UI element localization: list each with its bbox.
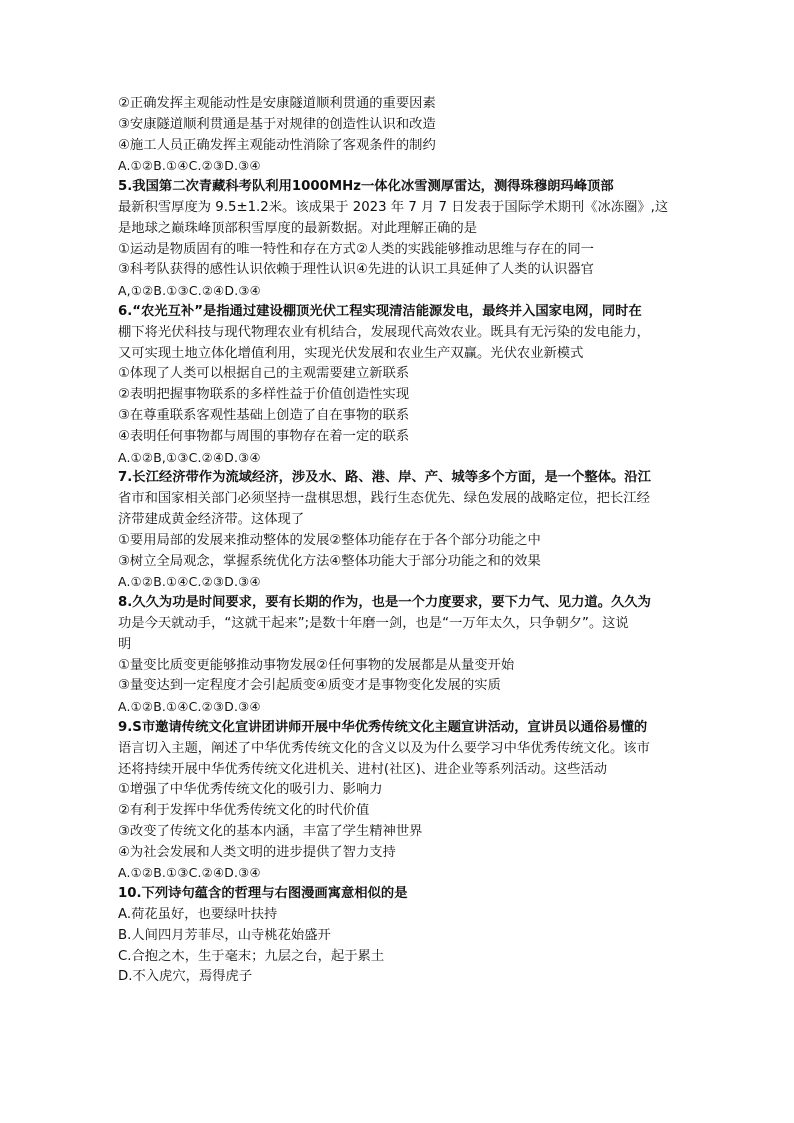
text-line: ①量变比质变更能够推动事物发展②任何事物的发展都是从量变开始: [118, 657, 515, 673]
text-line: ①运动是物质固有的唯一特性和存在方式②人类的实践能够推动思维与存在的同一: [118, 241, 594, 257]
answer-options-line: A.①②B.①④C.②③D.③④: [118, 574, 261, 590]
text-line: ②有利于发挥中华优秀传统文化的时代价值: [118, 803, 370, 819]
text-line: 又可实现土地立体化增值利用，实现光伏发展和农业生产双赢。光伏农业新模式: [118, 345, 584, 361]
question-stem-line: 7.长江经济带作为流域经济，涉及水、路、港、岸、产、城等多个方面，是一个整体。沿江: [118, 470, 651, 486]
text-line: ④为社会发展和人类文明的进步提供了智力支持: [118, 844, 396, 860]
text-line: 还将持续开展中华优秀传统文化进机关、进村(社区)、进企业等系列活动。这些活动: [118, 761, 608, 777]
text-line: 棚下将光伏科技与现代物理农业有机结合，发展现代高效农业。既具有无污染的发电能力，: [118, 324, 650, 340]
answer-options-line: A.①②B.①③C.②④D.③④: [118, 865, 261, 881]
question-stem-line: 9.S市邀请传统文化宣讲团讲师开展中华优秀传统文化主题宣讲活动，宣讲员以通俗易懂的: [118, 719, 648, 735]
text-line: ④表明任何事物都与周围的事物存在着一定的联系: [118, 428, 410, 444]
question-stem-line: 5.我国第二次青藏科考队利用1000MHz一体化冰雪测厚雷达，测得珠穆朗玛峰顶部: [118, 179, 614, 195]
text-line: 省市和国家相关部门必须坚持一盘棋思想，践行生态优先、绿色发展的战略定位，把长江经: [118, 491, 650, 507]
text-line: ③在尊重联系客观性基础上创造了自在事物的联系: [118, 407, 410, 423]
text-line: ③树立全局观念，掌握系统优化方法④整体功能大于部分功能之和的效果: [118, 553, 541, 569]
text-line: ③改变了传统文化的基本内涵，丰富了学生精神世界: [118, 823, 423, 839]
answer-options-line: A.①②B.①④C.②③D.③④: [118, 699, 261, 715]
text-line: ①体现了人类可以根据自己的主观需要建立新联系: [118, 366, 410, 382]
text-line: A.荷花虽好，也要绿叶扶持: [118, 907, 278, 923]
text-line: 最新积雪厚度为 9.5±1.2米。该成果于 2023 年 7 月 7 日发表于国际学术期刊《冰冻圈》,这: [118, 199, 669, 215]
text-line: C.合抱之木，生于毫末；九层之台，起于累土: [118, 948, 385, 964]
text-line: ③科考队获得的感性认识依赖于理性认识④先进的认识工具延伸了人类的认识器官: [118, 262, 594, 278]
text-line: B.人间四月芳菲尽，山寺桃花始盛开: [118, 927, 331, 943]
text-line: ③安康隧道顺利贯通是基于对规律的创造性认识和改造: [118, 116, 436, 132]
answer-options-line: A,①②B.①③C.②④D.③④: [118, 283, 261, 299]
text-line: 是地球之巅珠峰顶部积雪厚度的最新数据。对此理解正确的是: [118, 220, 478, 236]
question-stem-line: 8.久久为功是时间要求，要有长期的作为，也是一个力度要求，要下力气、见力道。久久为: [118, 595, 651, 611]
text-line: ②正确发挥主观能动性是安康隧道顺利贯通的重要因素: [118, 96, 436, 111]
question-stem-line: 10.下列诗句蕴含的哲理与右图漫画寓意相似的是: [118, 886, 408, 902]
question-stem-line: 6.“农光互补”是指通过建设棚顶光伏工程实现清洁能源发电，最终并入国家电网，同时在: [118, 303, 642, 319]
text-line: ④施工人员正确发挥主观能动性消除了客观条件的制约: [118, 137, 436, 153]
text-line: D.不入虎穴，焉得虎子: [118, 969, 253, 985]
text-line: 济带建成黄金经济带。这体现了: [118, 511, 305, 527]
text-line: 语言切入主题，阐述了中华优秀传统文化的含义以及为什么要学习中华优秀传统文化。该市: [118, 740, 650, 756]
text-line: 明: [118, 636, 132, 652]
answer-options-line: A.①②B,①③C.②④D.③④: [118, 449, 261, 465]
text-line: ①增强了中华优秀传统文化的吸引力、影响力: [118, 782, 383, 798]
text-line: 功是今天就动手，“这就干起来”;是数十年磨一剑，也是“一万年太久，只争朝夕”。这说: [118, 615, 629, 631]
answer-options-line: A.①②B.①④C.②③D.③④: [118, 158, 261, 174]
document-body: [118, 94, 698, 988]
text-line: ②表明把握事物联系的多样性益于价值创造性实现: [118, 387, 410, 403]
text-line: ③量变达到一定程度才会引起质变④质变才是事物变化发展的实质: [118, 678, 501, 694]
text-line: ①要用局部的发展来推动整体的发展②整体功能存在于各个部分功能之中: [118, 532, 541, 548]
